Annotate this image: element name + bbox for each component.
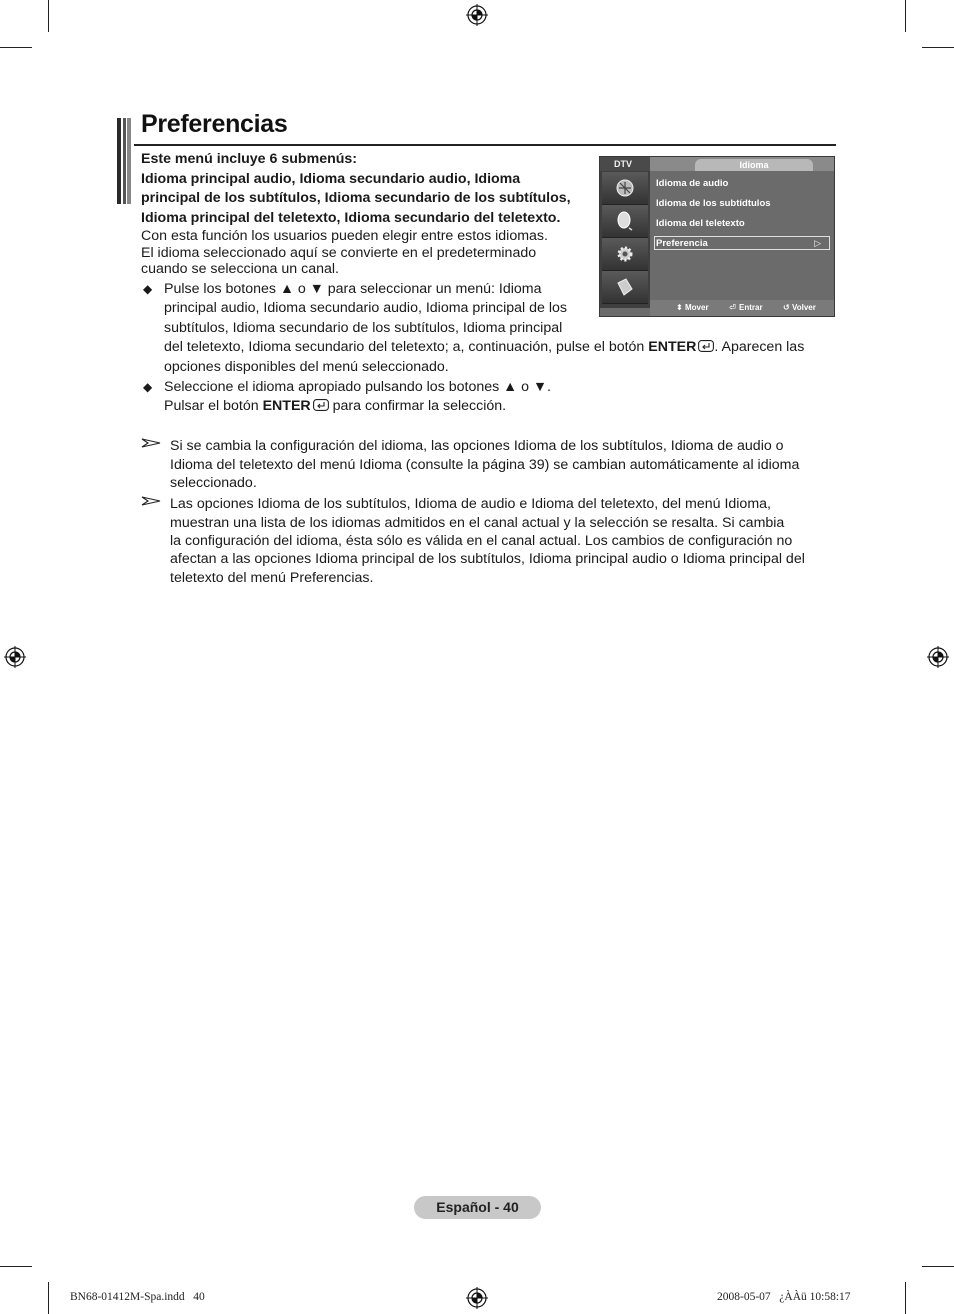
tv-menu-sidebar bbox=[600, 171, 650, 308]
tv-menu-item: Idioma de los subtídtulos bbox=[656, 198, 771, 209]
gear-icon bbox=[615, 244, 635, 264]
registration-mark-icon bbox=[927, 646, 949, 668]
tv-menu-footer bbox=[650, 300, 834, 316]
bullet-diamond-icon: ◆ bbox=[143, 380, 153, 394]
page-title: Preferencias bbox=[141, 110, 288, 138]
step-line bbox=[164, 397, 506, 416]
step-line bbox=[164, 338, 804, 357]
step-text: del teletexto, Idioma secundario del teletexto; a, continuación, pulse el botón bbox=[164, 339, 649, 355]
intro-line: Con esta función los usuarios pueden elegir entre estos idiomas. bbox=[141, 228, 548, 244]
satellite-dish-icon bbox=[615, 211, 635, 231]
triangle-right-icon: ▷ bbox=[814, 238, 821, 248]
crop-mark bbox=[905, 0, 906, 32]
enter-icon bbox=[698, 340, 714, 352]
crop-mark bbox=[905, 1282, 906, 1314]
tv-menu-item-selected: Preferencia bbox=[656, 238, 708, 249]
title-rule bbox=[134, 144, 836, 146]
note-line: Si se cambia la configuración del idioma, las opciones Idioma de los subtítulos, Idioma de audio o bbox=[170, 438, 784, 454]
note-line: afectan a las opciones Idioma principal de los subtítulos, Idioma principal audio o Idioma principal del bbox=[170, 551, 805, 567]
crop-mark bbox=[48, 0, 49, 32]
crop-mark bbox=[922, 1266, 954, 1267]
tv-sidebar-item bbox=[602, 205, 648, 238]
intro-bold-line: Idioma principal del teletexto, Idioma secundario del teletexto. bbox=[141, 210, 561, 226]
tv-foot-back: Volver bbox=[792, 303, 816, 312]
note-line: Las opciones Idioma de los subtítulos, Idioma de audio e Idioma del teletexto, del menú Idioma, bbox=[170, 496, 771, 512]
enter-label: ENTER bbox=[262, 398, 311, 414]
step-line: subtítulos, Idioma secundario de los subtítulos, Idioma principal bbox=[164, 320, 563, 336]
intro-line: cuando se selecciona un canal. bbox=[141, 261, 339, 277]
crop-mark bbox=[48, 1282, 49, 1314]
bullet-diamond-icon: ◆ bbox=[143, 282, 153, 296]
note-arrow-icon bbox=[141, 437, 161, 449]
print-slug-right: 2008-05-07 ¿ÀÀü 10:58:17 bbox=[717, 1291, 851, 1303]
note-line: muestran una lista de los idiomas admitidos en el canal actual y la selección se resalta. Si cambia bbox=[170, 515, 785, 531]
intro-bold-line: principal de los subtítulos, Idioma secundario de los subtítulos, bbox=[141, 190, 571, 206]
note-line: Idioma del teletexto del menú Idioma (consulte la página 39) se cambian automáticamente al idioma bbox=[170, 457, 800, 473]
return-arrow-icon: ↺ bbox=[783, 303, 790, 312]
step-text: para confirmar la selección. bbox=[328, 398, 507, 414]
title-accent-bar bbox=[117, 118, 131, 204]
tv-menu-item: Idioma del teletexto bbox=[656, 218, 745, 229]
crop-mark bbox=[0, 47, 32, 48]
tv-menu-item: Idioma de audio bbox=[656, 178, 729, 189]
intro-bold-line: Este menú incluye 6 submenús: bbox=[141, 151, 358, 167]
registration-mark-icon bbox=[466, 4, 488, 26]
note-line: teletexto del menú Preferencias. bbox=[170, 570, 374, 586]
step-line: principal audio, Idioma secundario audio, Idioma principal de los bbox=[164, 300, 568, 316]
tv-sidebar-item bbox=[602, 238, 648, 271]
step-line: opciones disponibles del menú seleccionado. bbox=[164, 359, 449, 375]
print-slug-left: BN68-01412M-Spa.indd 40 bbox=[70, 1291, 205, 1303]
crop-mark bbox=[922, 47, 954, 48]
tv-menu-screenshot bbox=[599, 156, 835, 317]
crop-mark bbox=[0, 1266, 32, 1267]
input-plug-icon bbox=[615, 277, 635, 297]
tv-mode-label: DTV bbox=[600, 157, 650, 171]
step-text: Pulsar el botón bbox=[164, 398, 263, 414]
tv-foot-enter: Entrar bbox=[739, 303, 763, 312]
enter-label: ENTER bbox=[648, 339, 697, 355]
note-arrow-icon bbox=[141, 495, 161, 507]
step-line: Seleccione el idioma apropiado pulsando los botones ▲ o ▼. bbox=[164, 379, 551, 395]
note-line: la configuración del idioma, ésta sólo es válida en el canal actual. Los cambios de configuración no bbox=[170, 533, 793, 549]
tv-sidebar-item bbox=[602, 271, 648, 304]
enter-icon: ⏎ bbox=[729, 303, 736, 312]
registration-mark-icon bbox=[466, 1287, 488, 1309]
tv-menu-tab: Idioma bbox=[695, 159, 813, 171]
step-line: Pulse los botones ▲ o ▼ para seleccionar un menú: Idioma bbox=[164, 281, 542, 297]
enter-icon bbox=[313, 399, 329, 411]
step-text: . Aparecen las bbox=[714, 339, 805, 355]
intro-line: El idioma seleccionado aquí se convierte en el predeterminado bbox=[141, 245, 537, 261]
tv-sidebar-item bbox=[602, 172, 648, 205]
note-line: seleccionado. bbox=[170, 475, 257, 491]
updown-arrow-icon: ⬍ bbox=[676, 303, 683, 312]
tv-foot-move: Mover bbox=[685, 303, 709, 312]
page-number-badge: Español - 40 bbox=[414, 1196, 541, 1219]
registration-mark-icon bbox=[4, 646, 26, 668]
intro-bold-line: Idioma principal audio, Idioma secundario audio, Idioma bbox=[141, 171, 521, 187]
antenna-icon bbox=[615, 178, 635, 198]
